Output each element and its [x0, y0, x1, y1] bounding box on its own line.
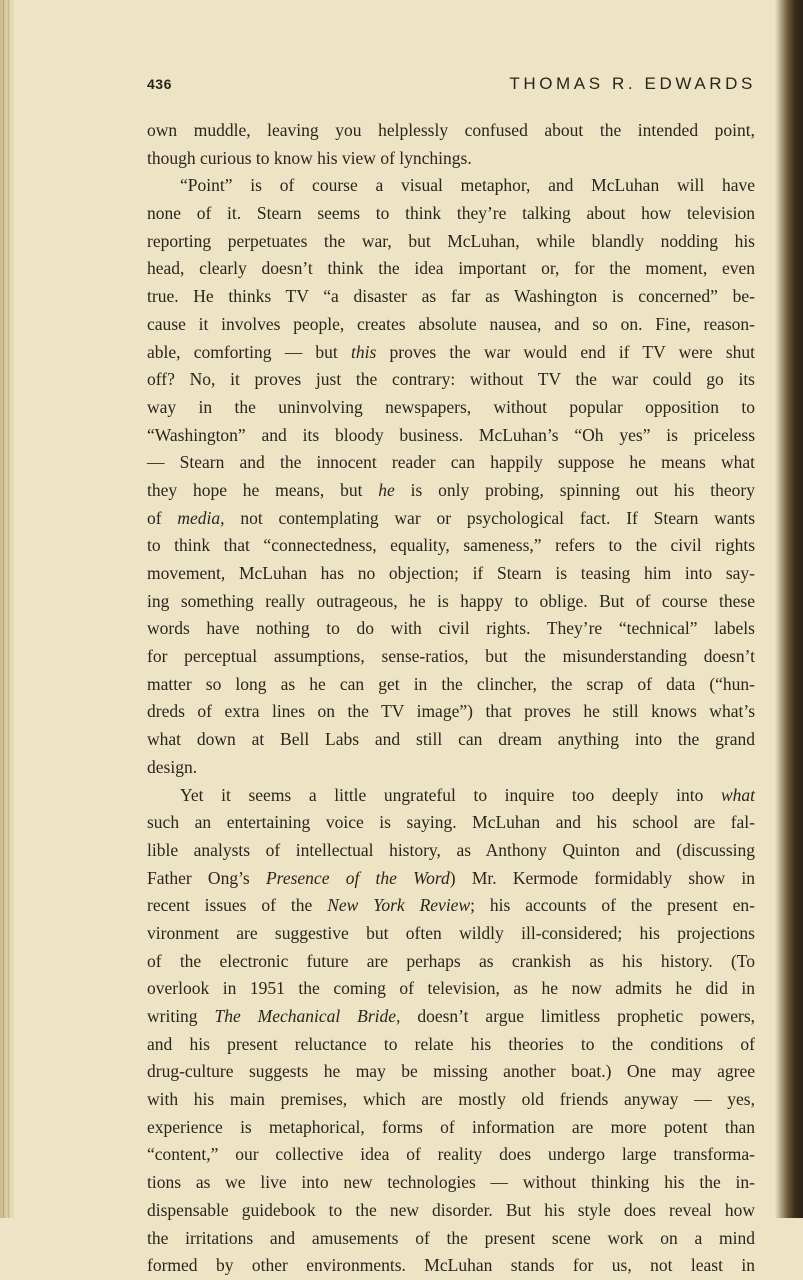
text-line: dispensable guidebook to the new disorder. But his style does reveal how — [147, 1199, 755, 1220]
text-line: though curious to know his view of lynchings. — [147, 147, 472, 168]
italic-text: this — [350, 341, 377, 362]
text-line: experience is metaphorical, forms of information are more potent than — [147, 1116, 755, 1137]
text-run: of — [147, 507, 178, 528]
body-text — [147, 117, 755, 1280]
text-line — [147, 782, 755, 810]
text-run: not contemplating war or psychological fact. If Stearn wants — [224, 507, 756, 528]
text-line: of the electronic future are perhaps as crankish as his history. (To — [147, 950, 755, 971]
text-line: “content,” our collective idea of reality does undergo large transforma- — [147, 1144, 755, 1165]
running-head: THOMAS R. EDWARDS — [509, 74, 756, 93]
italic-text: New York Review — [327, 895, 471, 916]
text-run: able, comforting — but — [147, 341, 351, 362]
text-line: way in the uninvolving newspapers, without popular opposition to — [147, 396, 755, 417]
text-line: none of it. Stearn seems to think they’re talking about how television — [147, 203, 755, 224]
text-run: writing — [147, 1006, 215, 1026]
text-line: with his main premises, which are mostly old friends anyway — yes, — [147, 1089, 755, 1110]
page-header — [147, 74, 756, 96]
text-line: vironment are suggestive but often wildly ill-considered; his projections — [147, 922, 755, 943]
text-line: for perceptual assumptions, sense-ratios, but the misunderstanding doesn’t — [147, 646, 755, 667]
italic-text: Presence of the Word — [265, 867, 450, 888]
text-line: drug-culture suggests he may be missing another boat.) One may agree — [147, 1061, 755, 1082]
text-line: lible analysts of intellectual history, as Anthony Quinton and (discussing — [147, 839, 755, 860]
text-line: design. — [147, 756, 198, 777]
text-line: dreds of extra lines on the TV image”) that proves he still knows what’s — [147, 701, 755, 722]
text-run: Father Ong’s — [147, 867, 266, 888]
text-line: the irritations and amusements of the present scene work on a mind — [147, 1227, 755, 1248]
text-line — [147, 892, 755, 920]
text-line: to think that “connectedness, equality, sameness,” refers to the civil rights — [147, 535, 755, 556]
text-line: such an entertaining voice is saying. McLuhan and his school are fal- — [147, 812, 755, 833]
text-run: they hope he means, but — [147, 479, 379, 500]
text-line — [147, 865, 755, 893]
text-line — [147, 1003, 755, 1031]
text-line — [147, 339, 755, 367]
text-run: Yet it seems a little ungrateful to inquire too deeply into — [180, 784, 721, 805]
text-run: ; his accounts of the present en- — [470, 895, 755, 916]
page-edge-shadow — [775, 0, 803, 1218]
text-line: off? No, it proves just the contrary: without TV the war could go its — [147, 369, 755, 390]
text-run: recent issues of the — [147, 895, 328, 916]
text-line: matter so long as he can get in the clincher, the scrap of data (“hun- — [147, 673, 755, 694]
text-line — [147, 505, 755, 533]
text-line: reporting perpetuates the war, but McLuhan, while blandly nodding his — [147, 230, 755, 251]
italic-text: The Mechanical Bride, — [214, 1006, 401, 1026]
text-run: doesn’t argue limitless prophetic powers, — [400, 1006, 756, 1026]
italic-text: he — [378, 479, 395, 500]
text-line: head, clearly doesn’t think the idea important or, for the moment, even — [147, 258, 755, 279]
page-binding-gutter — [0, 0, 14, 1218]
page-number: 436 — [147, 76, 172, 92]
italic-text: media, — [177, 507, 225, 528]
text-line: what down at Bell Labs and still can dream anything into the grand — [147, 729, 755, 750]
text-line — [147, 477, 755, 505]
text-run: ) Mr. Kermode formidably show in — [449, 867, 755, 888]
text-line: ing something really outrageous, he is happy to oblige. But of course these — [147, 590, 755, 611]
text-line: own muddle, leaving you helplessly confused about the intended point, — [147, 120, 755, 140]
text-line: overlook in 1951 the coming of television, as he now admits he did in — [147, 978, 755, 999]
text-run: proves the war would end if TV were shut — [376, 341, 755, 362]
text-line: and his present reluctance to relate his theories to the conditions of — [147, 1033, 755, 1054]
text-line: tions as we live into new technologies — without thinking his the in- — [147, 1172, 755, 1193]
text-line: — Stearn and the innocent reader can happily suppose he means what — [147, 452, 755, 473]
text-line: true. He thinks TV “a disaster as far as Washington is concerned” be- — [147, 286, 755, 307]
text-line: words have nothing to do with civil rights. They’re “technical” labels — [147, 618, 755, 639]
text-line: cause it involves people, creates absolute nausea, and so on. Fine, reason- — [147, 313, 755, 334]
italic-text: what — [720, 784, 755, 805]
text-run: is only probing, spinning out his theory — [394, 479, 756, 500]
text-line: “Washington” and its bloody business. McLuhan’s “Oh yes” is priceless — [147, 424, 755, 445]
text-line: formed by other environments. McLuhan stands for us, not least in — [147, 1255, 755, 1276]
text-line: “Point” is of course a visual metaphor, and McLuhan will have — [180, 175, 755, 196]
text-line: movement, McLuhan has no objection; if Stearn is teasing him into say- — [147, 563, 755, 583]
